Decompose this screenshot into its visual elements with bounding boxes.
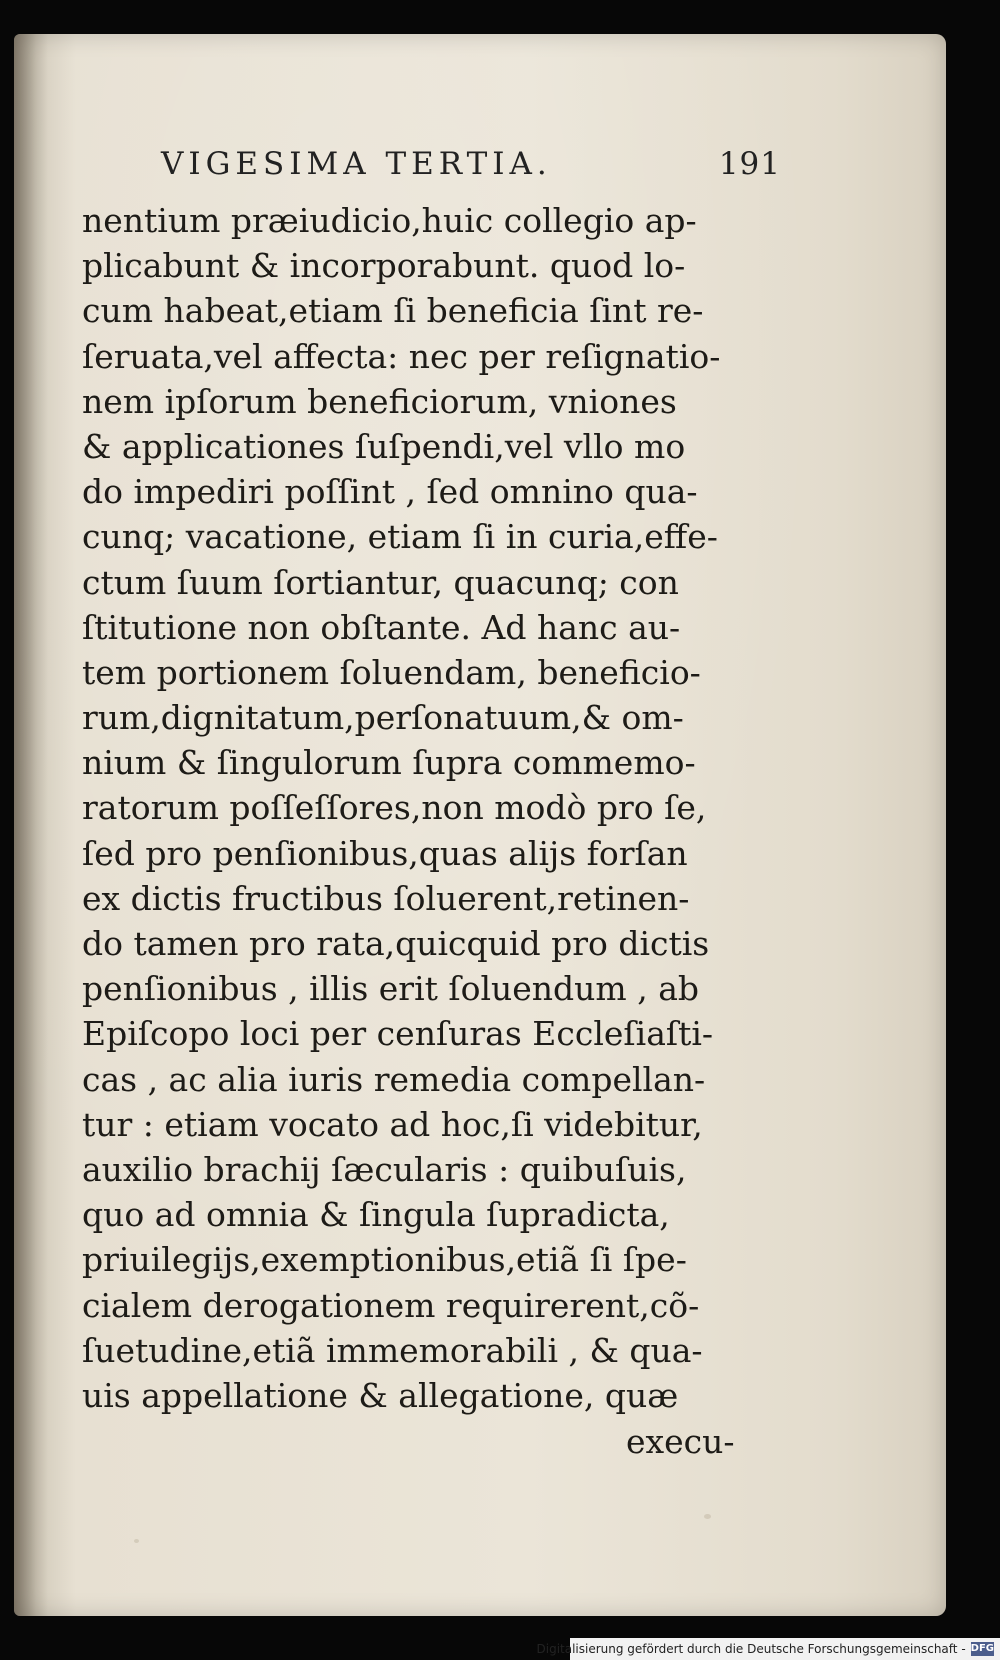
text-line: ſed pro penſionibus,quas alijs forſan bbox=[82, 833, 688, 873]
text-line: cas , ac alia iuris remedia compellan- bbox=[82, 1059, 706, 1099]
text-line: & applicationes ſuſpendi,vel vllo mo bbox=[82, 426, 686, 466]
running-title: VIGESIMA TERTIA. bbox=[161, 146, 552, 182]
text-line: cialem derogationem requirerent,cõ- bbox=[82, 1285, 700, 1325]
text-line: tem portionem ſoluendam, beneficio- bbox=[82, 652, 701, 692]
text-line: ſuetudine,etiã immemorabili , & qua- bbox=[82, 1330, 703, 1370]
text-line: ſtitutione non obſtante. Ad hanc au- bbox=[82, 607, 681, 647]
text-line: quo ad omnia & ſingula ſupradicta, bbox=[82, 1195, 670, 1235]
paper-stain bbox=[704, 1514, 711, 1519]
text-line: auxilio brachij ſæcularis : quibuſuis, bbox=[82, 1149, 687, 1189]
text-line: ratorum poſſeſſores,non modò pro ſe, bbox=[82, 788, 707, 828]
running-head bbox=[161, 144, 781, 184]
page-gutter bbox=[14, 34, 48, 1616]
page-number: 191 bbox=[718, 146, 781, 182]
text-line: nentium præiudicio,huic collegio ap- bbox=[82, 201, 697, 240]
digitization-credit: Digitalisierung gefördert durch die Deutsche Forschungsgemeinschaft - bbox=[536, 1642, 966, 1656]
text-line: plicabunt & incorporabunt. quod lo- bbox=[82, 246, 686, 286]
text-line: Epiſcopo loci per cenſuras Eccleſiaſti- bbox=[82, 1014, 714, 1054]
text-line: do impediri poſſint , ſed omnino qua- bbox=[82, 472, 698, 512]
text-line: tur : etiam vocato ad hoc,ſi videbitur, bbox=[82, 1104, 703, 1144]
text-line: ex dictis fructibus ſoluerent,retinen- bbox=[82, 878, 690, 918]
text-line: nem ipſorum beneficiorum, vniones bbox=[82, 381, 677, 421]
text-line: priuilegijs,exemptionibus,etiã ſi ſpe- bbox=[82, 1240, 687, 1280]
body-text bbox=[82, 198, 772, 1418]
text-line: penſionibus , illis erit ſoluendum , ab bbox=[82, 969, 699, 1009]
text-line: cum habeat,etiam ſi beneficia ſint re- bbox=[82, 291, 704, 331]
text-line: rum,dignitatum,perſonatuum,& om- bbox=[82, 698, 684, 738]
paper-stain bbox=[134, 1539, 139, 1543]
text-line: ſeruata,vel affecta: nec per reſignatio- bbox=[82, 336, 721, 376]
text-line: ctum ſuum ſortiantur, quacunq; con bbox=[82, 562, 679, 602]
text-line: cunq; vacatione, etiam ſi in curia,effe- bbox=[82, 517, 718, 557]
text-line: uis appellatione & allegatione, quæ bbox=[82, 1375, 679, 1415]
dfg-logo-icon: DFG bbox=[970, 1643, 994, 1654]
text-line: do tamen pro rata,quicquid pro dictis bbox=[82, 924, 710, 963]
text-line: nium & ſingulorum ſupra commemo- bbox=[82, 743, 696, 783]
digitization-credit-bar bbox=[536, 1638, 1000, 1660]
catchword: execu- bbox=[626, 1422, 735, 1461]
book-page bbox=[14, 34, 946, 1616]
